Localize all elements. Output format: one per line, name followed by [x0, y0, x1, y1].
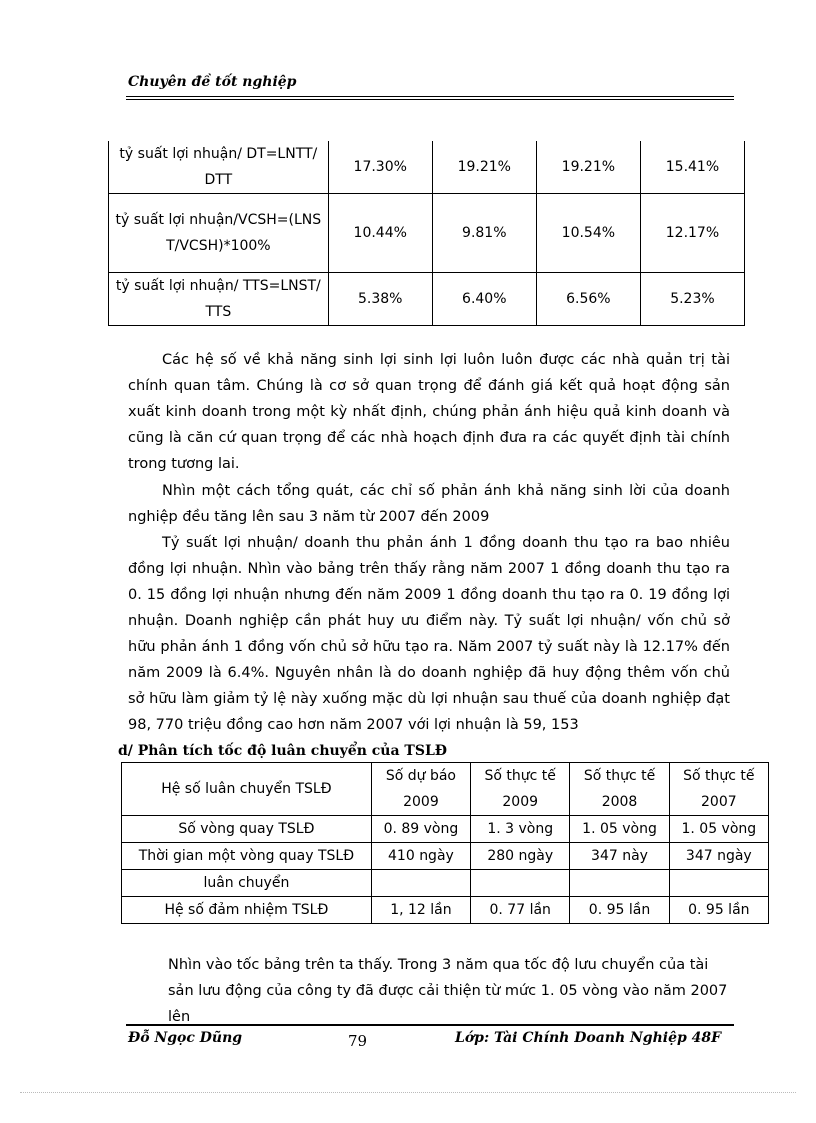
table-cell: 10.44%	[328, 194, 432, 273]
table-cell: tỷ suất lợi nhuận/ DT=LNTT/ DTT	[109, 141, 329, 194]
table-cell	[570, 870, 669, 897]
table-header-cell: Hệ số luân chuyển TSLĐ	[122, 763, 372, 816]
table-cell: 19.21%	[536, 141, 640, 194]
paragraph-2: Nhìn một cách tổng quát, các chỉ số phản ánh khả năng sinh lời của doanh nghiệp đều tăng lên sau 3 năm từ 2007 đến 2009	[128, 483, 730, 525]
footer-author: Đỗ Ngọc Dũng	[128, 1030, 243, 1046]
closing-paragraph: Nhìn vào tốc bảng trên ta thấy. Trong 3 năm qua tốc độ lưu chuyển của tài sản lưu động của công ty đã được cải thiện từ mức 1. 05 vòng vào năm 2007 lên	[168, 957, 728, 1025]
table-cell	[669, 870, 768, 897]
table-cell	[371, 870, 470, 897]
footer-class: Lớp: Tài Chính Doanh Nghiệp 48F	[455, 1030, 722, 1046]
table-cell: 9.81%	[432, 194, 536, 273]
table-cell: 12.17%	[640, 194, 744, 273]
paragraph-3: Tỷ suất lợi nhuận/ doanh thu phản ánh 1 đồng doanh thu tạo ra bao nhiêu đồng lợi nhuận. Nhìn vào bảng trên thấy rằng năm 2007 1 đồng doanh thu tạo ra 0. 15 đồng lợi nhuận nhưng đến năm 2009 1 đồng doanh thu tạo ra 0. 19 đồng lợi nhuận. Doanh nghiệp cần phát huy ưu điểm này. Tỷ suất lợi nhuận/ vốn chủ sở hữu phản ánh 1 đồng vốn chủ sở hữu tạo ra. Năm 2007 tỷ suất này là 12.17% đến năm 2009 là 6.4%. Nguyên nhân là do doanh nghiệp đã huy động thêm vốn chủ sở hữu làm giảm tỷ lệ này xuống mặc dù lợi nhuận sau thuế của doanh nghiệp đạt 98, 770 triệu đồng cao hơn năm 2007 với lợi nhuận là 59, 153	[128, 535, 730, 733]
table-header-row	[122, 763, 769, 816]
table-row	[109, 194, 745, 273]
table-cell: 15.41%	[640, 141, 744, 194]
table-header-cell: Số thực tế 2007	[669, 763, 768, 816]
footer-rule	[126, 1024, 734, 1026]
section-heading: d/ Phân tích tốc độ luân chuyển của TSLĐ	[118, 743, 448, 759]
table-cell: 6.40%	[432, 273, 536, 326]
table-cell: 0. 89 vòng	[371, 816, 470, 843]
table-header-cell: Số thực tế 2008	[570, 763, 669, 816]
header-title: Chuyên đề tốt nghiệp	[128, 74, 297, 90]
table-cell: 6.56%	[536, 273, 640, 326]
table-cell: luân chuyển	[122, 870, 372, 897]
table-cell: 1. 05 vòng	[570, 816, 669, 843]
table-cell: 347 ngày	[669, 843, 768, 870]
table-row	[109, 141, 745, 194]
table-cell: 17.30%	[328, 141, 432, 194]
table-cell: 347 này	[570, 843, 669, 870]
table-cell: tỷ suất lợi nhuận/VCSH=(LNST/VCSH)*100%	[109, 194, 329, 273]
header-rule	[126, 96, 734, 100]
table-cell: 0. 95 lần	[570, 897, 669, 924]
table-cell: 19.21%	[432, 141, 536, 194]
table-cell: Thời gian một vòng quay TSLĐ	[122, 843, 372, 870]
table-header-cell: Số thực tế 2009	[471, 763, 570, 816]
table-cell: 1. 05 vòng	[669, 816, 768, 843]
table-cell: 5.38%	[328, 273, 432, 326]
table-cell: 280 ngày	[471, 843, 570, 870]
table-cell: Số vòng quay TSLĐ	[122, 816, 372, 843]
table-cell: 1, 12 lần	[371, 897, 470, 924]
table-cell: tỷ suất lợi nhuận/ TTS=LNST/ TTS	[109, 273, 329, 326]
table-row	[122, 870, 769, 897]
table-cell	[471, 870, 570, 897]
table-row	[122, 897, 769, 924]
turnover-table	[121, 762, 769, 924]
table-cell: 1. 3 vòng	[471, 816, 570, 843]
table-cell: Hệ số đảm nhiệm TSLĐ	[122, 897, 372, 924]
table-cell: 0. 77 lần	[471, 897, 570, 924]
paragraph-1: Các hệ số về khả năng sinh lợi sinh lợi luôn luôn được các nhà quản trị tài chính quan tâm. Chúng là cơ sở quan trọng để đánh giá kết quả hoạt động sản xuất kinh doanh trong một kỳ nhất định, chúng phản ánh hiệu quả kinh doanh và cũng là căn cứ quan trọng để các nhà hoạch định đưa ra các quyết định tài chính trong tương lai.	[128, 352, 730, 472]
page-number: 79	[348, 1032, 368, 1050]
table-header-cell: Số dự báo 2009	[371, 763, 470, 816]
table-row	[109, 273, 745, 326]
profitability-table	[108, 141, 745, 326]
table-row	[122, 843, 769, 870]
table-cell: 5.23%	[640, 273, 744, 326]
table-cell: 410 ngày	[371, 843, 470, 870]
table-row	[122, 816, 769, 843]
page-edge	[20, 1092, 796, 1093]
table-cell: 0. 95 lần	[669, 897, 768, 924]
table-cell: 10.54%	[536, 194, 640, 273]
